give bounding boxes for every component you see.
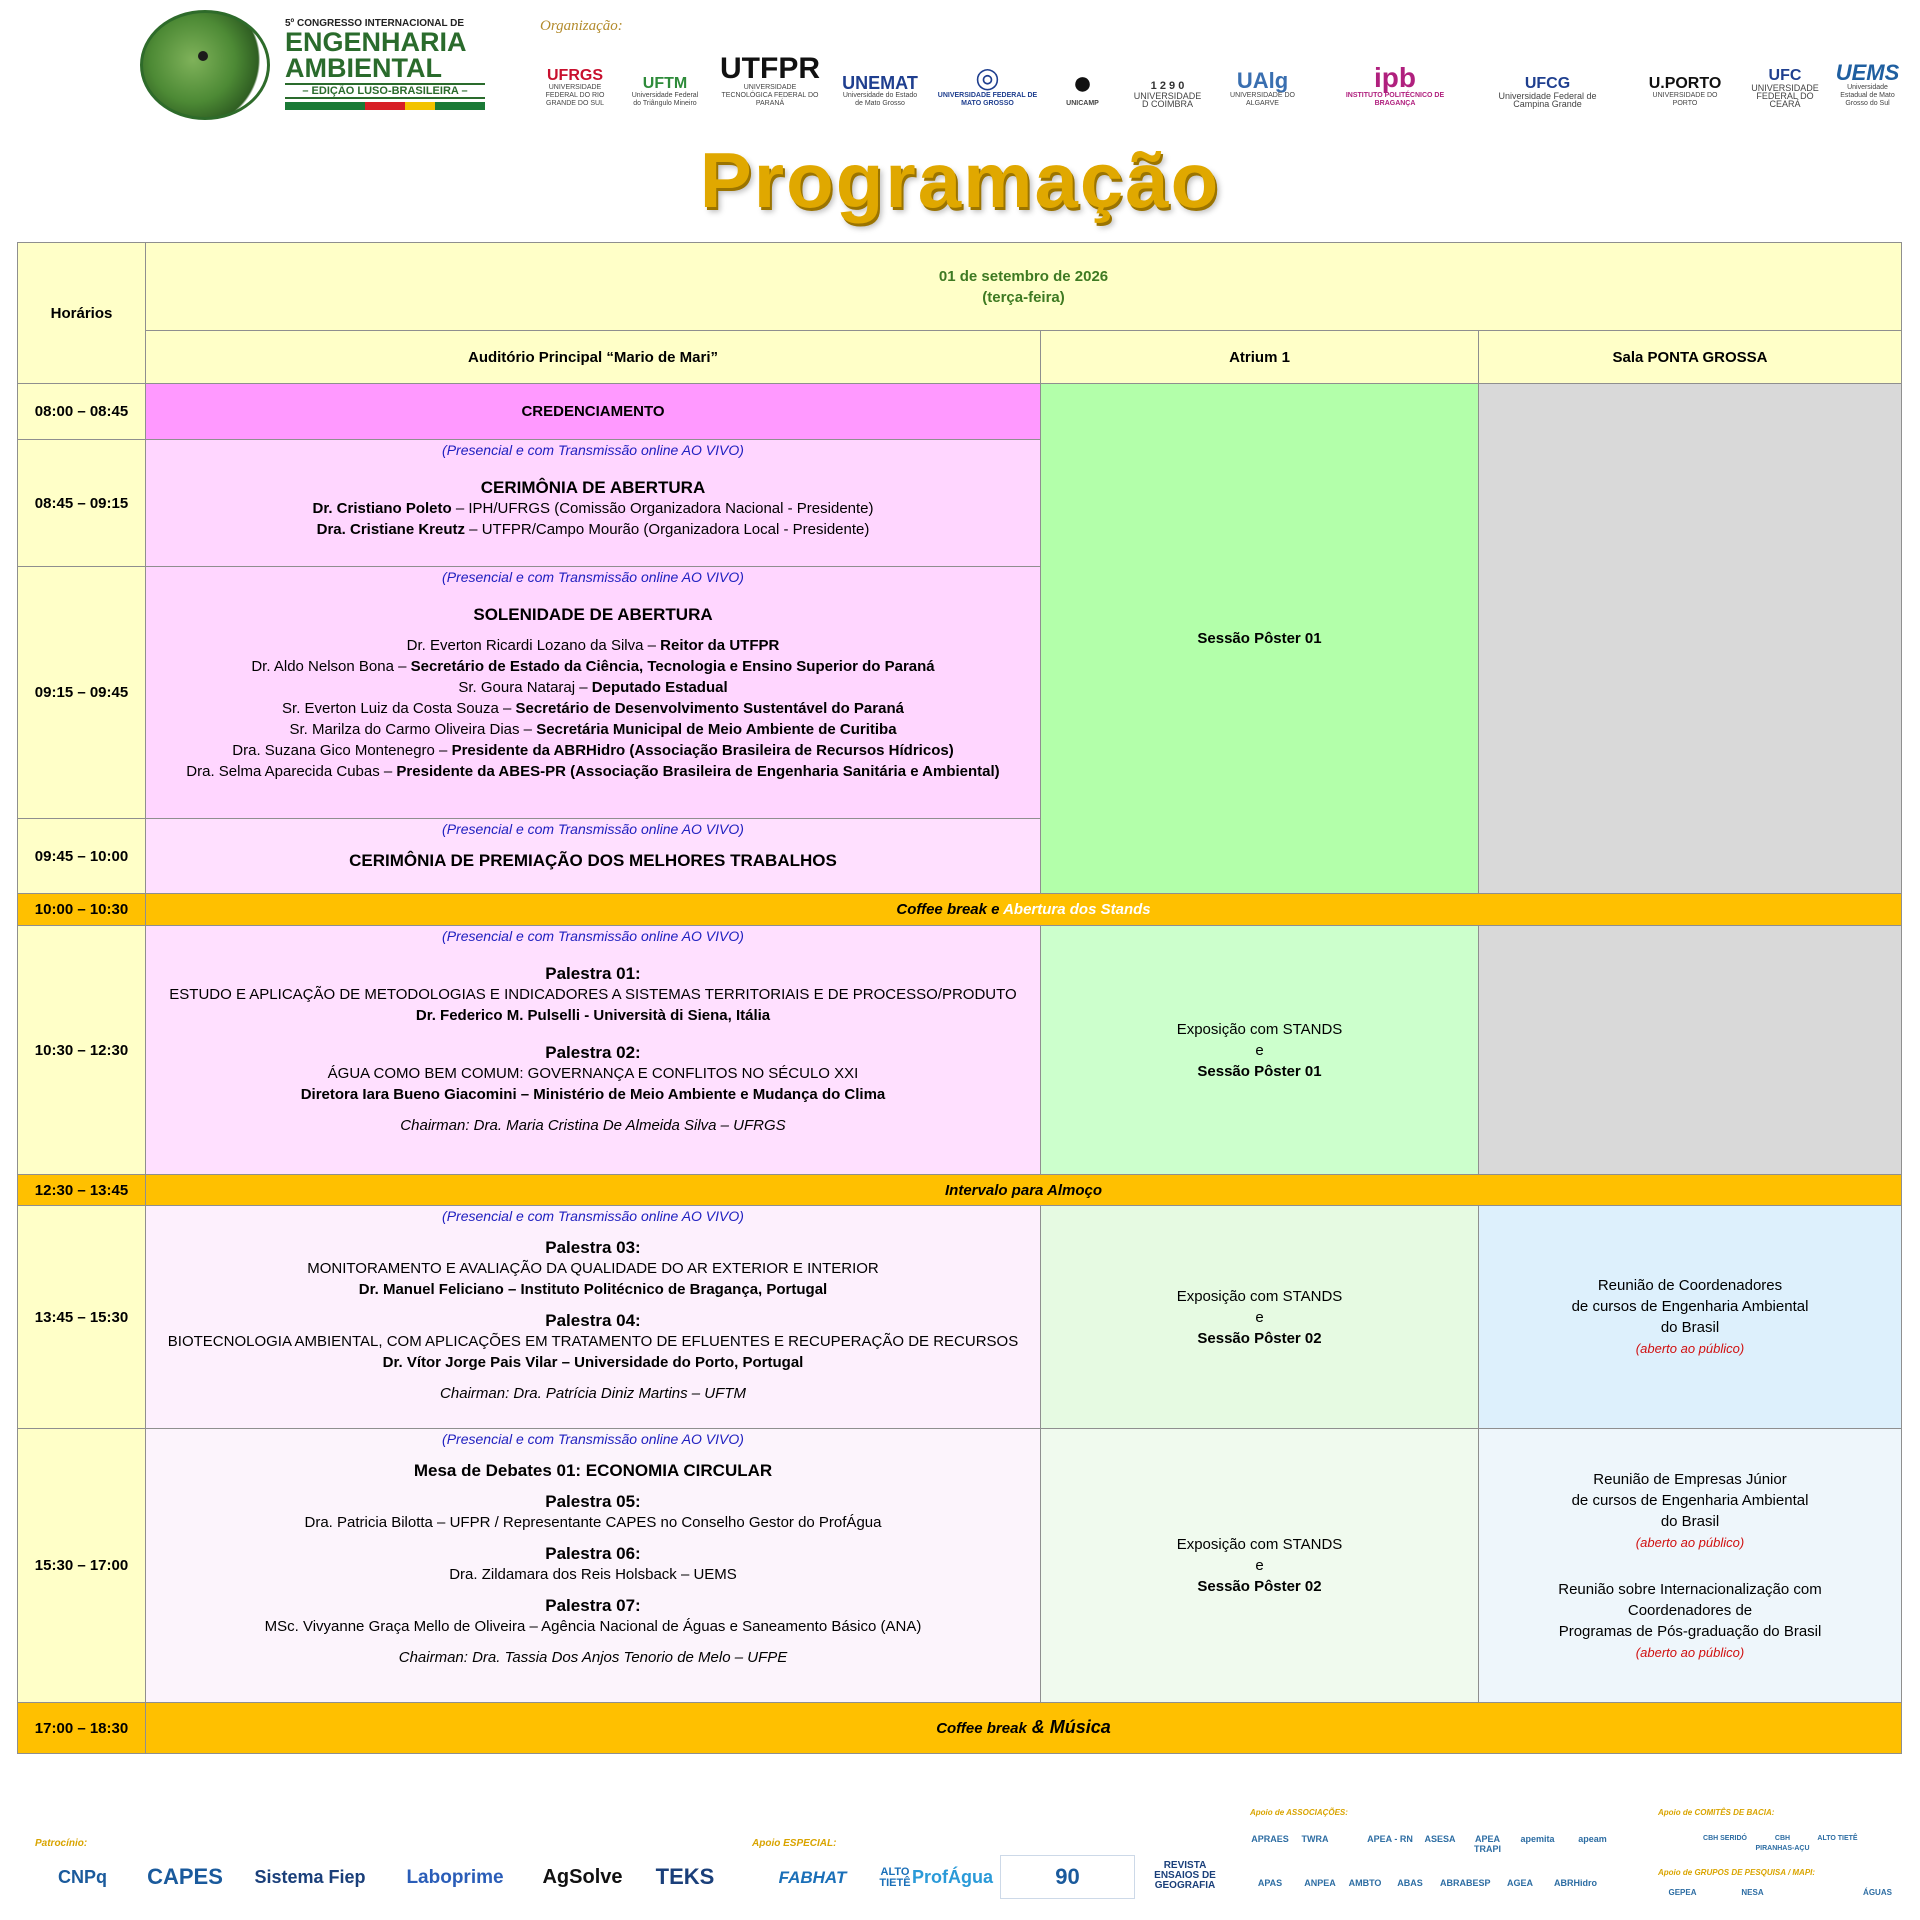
horarios-header: Horários [18, 243, 146, 384]
association-logo: APAS [1257, 1878, 1283, 1888]
sponsor-logo: CAPES [147, 1864, 223, 1889]
meetings-cell: Reunião de Empresas Júnior de cursos de Engenharia Ambiental do Brasil (aberto ao público) Reunião sobre Internacionalização com Coordenadores de Programas de Pós-graduação do Brasil (aberto ao público) [1479, 1429, 1902, 1703]
speaker-line: Dra. Selma Aparecida Cubas – Presidente da ABES-PR (Associação Brasileira de Engenharia Sanitária e Ambiental) [186, 763, 1000, 780]
speaker-line: Dr. Aldo Nelson Bona – Secretário de Estado da Ciência, Tecnologia e Ensino Superior do Paraná [251, 658, 935, 675]
credenciamento-cell: CREDENCIAMENTO [146, 384, 1041, 440]
congress-edition: – EDIÇÃO LUSO-BRASILEIRA – [285, 83, 485, 99]
time-slot: 15:30 – 17:00 [18, 1429, 146, 1703]
research-group-logo: ÁGUAS [1863, 1888, 1892, 1897]
sponsor-logo: CNPq [58, 1867, 107, 1887]
associations-label: Apoio de ASSOCIAÇÕES: [1250, 1808, 1348, 1817]
sponsor-logo: TEKS [655, 1864, 715, 1889]
session-title: CERIMÔNIA DE ABERTURA [480, 478, 706, 497]
committee-logo: CBH PIRANHAS-AÇU [1755, 1835, 1810, 1852]
org-logo: ipb INSTITUTO POLITÉCNICO DE BRAGANÇA [1345, 62, 1445, 107]
org-logo: UFRGS UNIVERSIDADE FEDERAL DO RIO GRANDE DO SUL [545, 67, 605, 107]
date: 01 de setembro de 2026 [938, 267, 1109, 285]
special-logo: ALTO TIETÊ [879, 1866, 911, 1889]
organization-label: Organização: [540, 18, 623, 34]
association-logo: APEA TRAPI [1474, 1834, 1501, 1854]
schedule-row [18, 1206, 1902, 1429]
association-logo: APRAES [1251, 1834, 1289, 1844]
association-logo: ABAS [1397, 1878, 1423, 1888]
rooms-row [18, 331, 1902, 384]
association-logo: TWRA [1301, 1834, 1329, 1844]
session-title: CERIMÔNIA DE PREMIAÇÃO DOS MELHORES TRABALHOS [349, 851, 837, 870]
lizard-globe-icon [140, 10, 270, 120]
atrium-poster-session: Sessão Pôster 01 [1041, 384, 1479, 894]
association-logo: ABRHidro [1554, 1878, 1597, 1888]
org-logo: UTFPR UNIVERSIDADE TECNOLÓGICA FEDERAL DO PARANÁ [720, 52, 820, 107]
organization-logos [540, 48, 1900, 108]
time-slot: 09:45 – 10:00 [18, 819, 146, 894]
date-row [18, 243, 1902, 331]
speaker-line: Dr. Everton Ricardi Lozano da Silva – Reitor da UTFPR [406, 637, 780, 654]
congress-name-line2: AMBIENTAL [285, 53, 442, 83]
stream-note: (Presencial e com Transmissão online AO VIVO) [442, 1208, 744, 1224]
lunch-cell: Intervalo para Almoço [146, 1175, 1902, 1206]
room-header-ponta-grossa: Sala PONTA GROSSA [1479, 331, 1902, 384]
ponta-grossa-empty [1479, 384, 1902, 894]
special-logo: ProfÁgua [912, 1867, 993, 1887]
session-title: SOLENIDADE DE ABERTURA [473, 605, 713, 624]
stream-note: (Presencial e com Transmissão online AO VIVO) [442, 928, 744, 944]
congress-name-line1: ENGENHARIA [285, 27, 467, 57]
coffee-music-cell: Coffee break & Música [146, 1703, 1902, 1754]
association-logo: APEA - RN [1367, 1834, 1413, 1844]
sponsor-logo: Laboprime [406, 1866, 504, 1888]
speaker-line: Sr. Goura Nataraj – Deputado Estadual [458, 679, 728, 696]
stream-note: (Presencial e com Transmissão online AO VIVO) [442, 821, 744, 837]
page-title: Programação [699, 136, 1221, 224]
research-groups-label: Apoio de GRUPOS DE PESQUISA / MAPI: [1658, 1868, 1816, 1877]
sponsor-label: Patrocínio: [35, 1838, 88, 1849]
time-slot: 08:45 – 09:15 [18, 440, 146, 567]
org-logo: UAlg UNIVERSIDADE DO ALGARVE [1230, 68, 1295, 107]
special-support-label: Apoio ESPECIAL: [752, 1838, 837, 1849]
debate-cell: (Presencial e com Transmissão online AO VIVO) Mesa de Debates 01: ECONOMIA CIRCULAR Palestra 05: Dra. Patricia Bilotta – UFPR / Representante CAPES no Conselho Gestor do ProfÁgua Palestra 06: Dra. Zildamara dos Reis Holsback – UEMS Palestra 07: MSc. Vivyanne Graça Mello de Oliveira – Agência Nacional de Águas e Saneamento Básico (ANA) Chairman: Dra. Tassia Dos Anjos Tenorio de Melo – UFPE [146, 1429, 1041, 1703]
org-logo: UNEMAT Universidade do Estado de Mato Grosso [842, 73, 918, 107]
opening-ceremony-cell: (Presencial e com Transmissão online AO VIVO) CERIMÔNIA DE ABERTURA Dr. Cristiano Poleto – IPH/UFRGS (Comissão Organizadora Nacional - Presidente) Dra. Cristiane Kreutz – UTFPR/Campo Mourão (Organizadora Local - Presidente) [146, 440, 1041, 567]
atrium-stands-cell: Exposição com STANDS e Sessão Pôster 01 [1041, 926, 1479, 1175]
coordinators-meeting-cell: Reunião de Coordenadores de cursos de Engenharia Ambiental do Brasil (aberto ao público) [1479, 1206, 1902, 1429]
association-logo: ABRABESP [1440, 1878, 1491, 1888]
coffee-break-cell: Coffee break e Abertura dos Stands [146, 894, 1902, 926]
break-row [18, 1703, 1902, 1754]
org-logo: ● UNICAMP [1066, 64, 1099, 107]
stream-note: (Presencial e com Transmissão online AO VIVO) [442, 442, 744, 458]
association-logo: apemita [1520, 1834, 1555, 1844]
schedule-table [17, 242, 1902, 1754]
org-logo: UFTM Universidade Federal do Triângulo Mineiro [631, 75, 699, 107]
time-slot: 13:45 – 15:30 [18, 1206, 146, 1429]
org-logo: UEMS Universidade Estadual de Mato Grosso do Sul [1835, 60, 1900, 107]
room-header-auditorio: Auditório Principal “Mario de Mari” [146, 331, 1041, 384]
time-slot: 10:00 – 10:30 [18, 894, 146, 926]
association-logo: AMBTO [1348, 1878, 1382, 1888]
special-logo: REVISTA ENSAIOS DE GEOGRAFIA [1154, 1860, 1216, 1891]
flag-stripe [285, 102, 485, 110]
awards-cell [146, 819, 1041, 894]
association-logo: ASESA [1424, 1834, 1456, 1844]
special-logo: 90 [1000, 1855, 1135, 1899]
speaker-line: Sr. Everton Luiz da Costa Souza – Secretário de Desenvolvimento Sustentável do Paraná [282, 700, 904, 717]
research-group-logo: NESA [1741, 1888, 1764, 1897]
time-slot: 08:00 – 08:45 [18, 384, 146, 440]
association-logo: ANPEA [1304, 1878, 1336, 1888]
break-row [18, 894, 1902, 926]
org-logo: U.PORTO UNIVERSIDADE DO PORTO [1648, 75, 1722, 107]
solemnity-cell [146, 567, 1041, 819]
sponsor-logo: Sistema Fiep [254, 1867, 366, 1887]
lectures-cell: (Presencial e com Transmissão online AO VIVO) Palestra 03: MONITORAMENTO E AVALIAÇÃO DA QUALIDADE DO AR EXTERIOR E INTERIOR Dr. Manuel Feliciano – Instituto Politécnico de Bragança, Portugal Palestra 04: BIOTECNOLOGIA AMBIENTAL, COM APLICAÇÕES EM TRATAMENTO DE EFLUENTES E RECUPERAÇÃO DE RECURSOS Dr. Vítor Jorge Pais Vilar – Universidade do Porto, Portugal Chairman: Dra. Patrícia Diniz Martins – UFTM [146, 1206, 1041, 1429]
org-logo: UFC UNIVERSIDADE FEDERAL DO CEARÁ [1751, 67, 1819, 109]
special-logo: FABHAT [778, 1867, 847, 1887]
committee-logo: ALTO TIETÊ [1817, 1835, 1858, 1842]
congress-edition-line: 5º CONGRESSO INTERNACIONAL DE [285, 18, 465, 29]
room-header-atrium: Atrium 1 [1041, 331, 1479, 384]
break-row [18, 1175, 1902, 1206]
schedule-row [18, 384, 1902, 440]
ponta-grossa-empty [1479, 926, 1902, 1175]
sponsor-logo: AgSolve [542, 1866, 623, 1888]
lectures-cell: (Presencial e com Transmissão online AO VIVO) Palestra 01: ESTUDO E APLICAÇÃO DE METODOLOGIAS E INDICADORES A SISTEMAS TERRITORIAIS E DE PROCESSO/PRODUTO Dr. Federico M. Pulselli - Università di Siena, Itália Palestra 02: ÁGUA COMO BEM COMUM: GOVERNANÇA E CONFLITOS NO SÉCULO XXI Diretora Iara Bueno Giacomini – Ministério de Meio Ambiente e Mudança do Clima Chairman: Dra. Maria Cristina De Almeida Silva – UFRGS [146, 926, 1041, 1175]
time-slot: 17:00 – 18:30 [18, 1703, 146, 1754]
org-logo: 1 2 9 0 UNIVERSIDADE D COIMBRA [1133, 80, 1202, 109]
committee-logo: CBH SERIDÓ [1703, 1835, 1747, 1842]
org-logo: UFCG Universidade Federal de Campina Grande [1498, 75, 1597, 109]
date-header [146, 243, 1902, 331]
chairman: Chairman: Dra. Patrícia Diniz Martins – UFTM [440, 1385, 746, 1402]
atrium-stands-cell: Exposição com STANDS e Sessão Pôster 02 [1041, 1206, 1479, 1429]
stream-note: (Presencial e com Transmissão online AO VIVO) [442, 1431, 744, 1447]
speaker-line: Sr. Marilza do Carmo Oliveira Dias – Secretária Municipal de Meio Ambiente de Curitiba [289, 721, 897, 738]
time-slot: 09:15 – 09:45 [18, 567, 146, 819]
congress-logo [140, 10, 470, 120]
schedule-row [18, 926, 1902, 1175]
time-slot: 10:30 – 12:30 [18, 926, 146, 1175]
schedule-row [18, 1429, 1902, 1703]
time-slot: 12:30 – 13:45 [18, 1175, 146, 1206]
committees-label: Apoio de COMITÊS DE BACIA: [1658, 1808, 1775, 1817]
weekday: (terça-feira) [982, 288, 1065, 306]
org-logo: ◎ UNIVERSIDADE FEDERAL DE MATO GROSSO [937, 62, 1038, 107]
atrium-stands-cell: Exposição com STANDS e Sessão Pôster 02 [1041, 1429, 1479, 1703]
research-group-logo: GEPEA [1668, 1888, 1697, 1897]
chairman: Chairman: Dra. Tassia Dos Anjos Tenorio de Melo – UFPE [398, 1649, 788, 1666]
speaker-line: Dra. Suzana Gico Montenegro – Presidente da ABRHidro (Associação Brasileira de Recursos Hídricos) [232, 742, 954, 759]
association-logo: AGEA [1506, 1878, 1533, 1888]
footer-sponsors [0, 1800, 1920, 1920]
association-logo: apeam [1578, 1834, 1607, 1844]
chairman: Chairman: Dra. Maria Cristina De Almeida Silva – UFRGS [400, 1117, 786, 1134]
stream-note: (Presencial e com Transmissão online AO VIVO) [442, 569, 744, 585]
header [0, 0, 1920, 130]
